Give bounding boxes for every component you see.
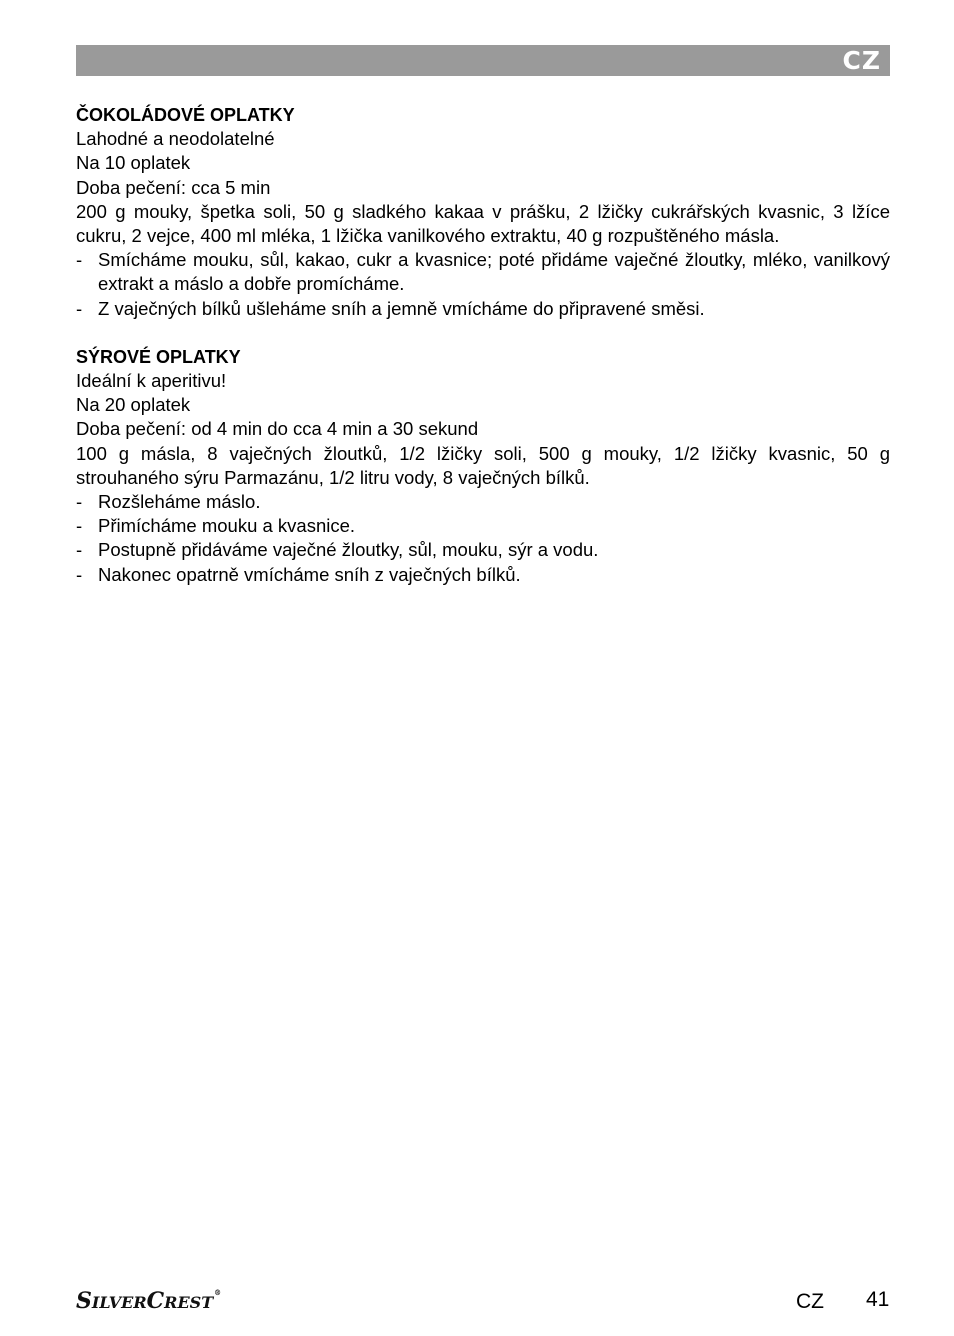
recipe-tagline: Lahodné a neodolatelné xyxy=(76,128,275,150)
recipe-step xyxy=(76,514,890,538)
header-bar xyxy=(76,45,890,76)
recipe-step xyxy=(76,297,890,321)
step-marker: - xyxy=(76,297,83,319)
recipe-title: ČOKOLÁDOVÉ OPLATKY xyxy=(76,105,295,125)
step-marker: - xyxy=(76,563,83,585)
recipe-step xyxy=(76,248,890,296)
step-text: Rozšleháme máslo. xyxy=(98,491,261,513)
step-marker: - xyxy=(76,249,83,271)
recipe-title: SÝROVÉ OPLATKY xyxy=(76,346,241,367)
recipe-yield: Na 10 oplatek xyxy=(76,152,191,174)
step-text: Z vaječných bílků ušleháme sníh a jemně vmícháme do připravené směsi. xyxy=(98,297,705,319)
recipe-bake-time: Doba pečení: cca 5 min xyxy=(76,176,271,198)
recipe-ingredients: 200 g mouky, špetka soli, 50 g sladkého kakaa v prášku, 2 lžičky cukrářských kvasnic, 3 lžíce cukru, 2 vejce, 400 ml mléka, 1 lžička vanilkového extraktu, 40 g rozpuštěného másla. xyxy=(76,200,890,247)
recipe-yield: Na 20 oplatek xyxy=(76,394,191,416)
page-content xyxy=(76,103,890,587)
step-text: Nakonec opatrně vmícháme sníh z vaječných bílků. xyxy=(98,563,521,585)
step-text: Postupně přidáváme vaječné žloutky, sůl, mouku, sýr a vodu. xyxy=(98,539,599,561)
section-gap xyxy=(76,321,890,345)
recipe-step xyxy=(76,563,890,587)
recipe-tagline: Ideální k aperitivu! xyxy=(76,370,227,392)
recipe-ingredients: 100 g másla, 8 vaječných žloutků, 1/2 lžičky soli, 500 g mouky, 1/2 lžičky kvasnic, 50 g strouhaného sýru Parmazánu, 1/2 litru vody, 8 vaječných bílků. xyxy=(76,442,890,488)
step-text: Přimícháme mouku a kvasnice. xyxy=(98,515,356,537)
recipe-step xyxy=(76,490,890,514)
recipe-chocolate-wafers xyxy=(76,103,890,321)
silvercrest-logo: SILVERCREST® xyxy=(76,1288,222,1314)
page-number: 41 xyxy=(866,1288,890,1311)
step-marker: - xyxy=(76,515,83,537)
recipe-cheese-wafers xyxy=(76,345,890,587)
step-text: Smícháme mouku, sůl, kakao, cukr a kvasnice; poté přidáme vaječné žloutky, mléko, vanilkový extrakt a máslo a dobře promícháme. xyxy=(98,249,890,295)
footer-language: CZ xyxy=(796,1290,824,1313)
recipe-bake-time: Doba pečení: od 4 min do cca 4 min a 30 sekund xyxy=(76,418,479,440)
language-badge: CZ xyxy=(842,46,881,75)
step-marker: - xyxy=(76,491,83,513)
recipe-step xyxy=(76,538,890,562)
step-marker: - xyxy=(76,539,83,561)
